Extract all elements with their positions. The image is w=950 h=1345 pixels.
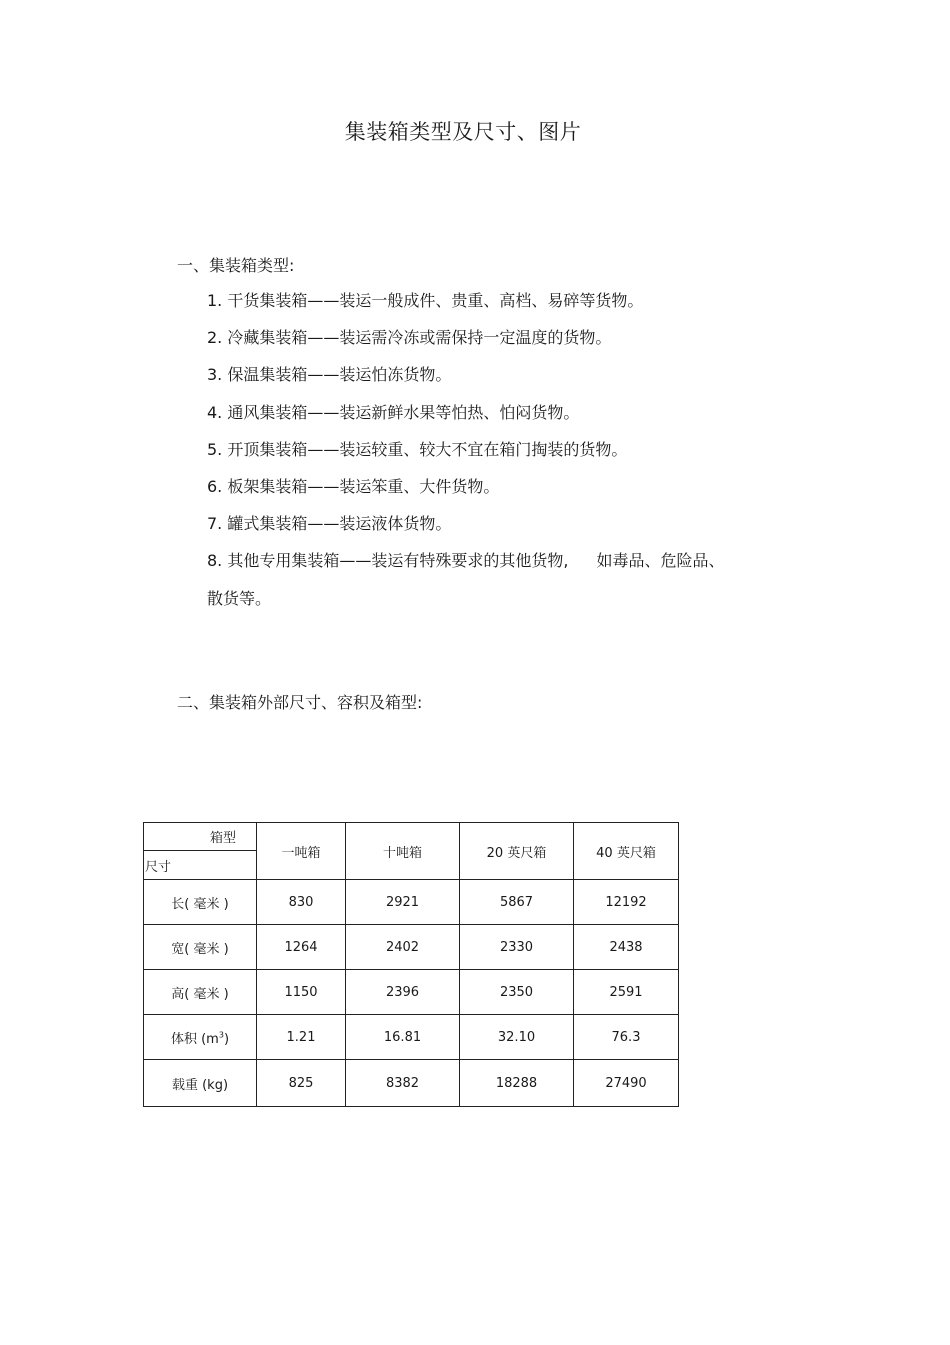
table-row [144,1015,679,1060]
row-label-tail: ) [223,1031,230,1047]
table-cell: 2921 [346,880,460,925]
section-heading-types: 一、集装箱类型: [177,256,295,275]
table-cell: 2396 [346,970,460,1015]
corner-label-size: 尺寸 [145,860,172,875]
list-item [207,548,787,612]
list-item: 7. 罐式集装箱——装运液体货物。 [207,514,452,534]
corner-label-type: 箱型 [209,831,236,846]
list-item-text: 如毒品、危险品、 [596,551,725,571]
row-label: 宽( 毫米 ) [144,925,257,970]
table-cell: 18288 [460,1060,574,1107]
column-header: 十吨箱 [346,823,460,880]
row-label: 载重 (kg) [144,1060,257,1107]
table-cell: 2438 [574,925,679,970]
table-cell: 2591 [574,970,679,1015]
table-cell: 825 [257,1060,346,1107]
container-spec-table [143,822,679,1107]
table-row [144,970,679,1015]
row-label [144,1015,257,1060]
row-label: 长( 毫米 ) [144,880,257,925]
column-header: 20 英尺箱 [460,823,574,880]
section-heading-dimensions: 二、集装箱外部尺寸、容积及箱型: [177,693,423,712]
container-type-list [207,288,787,612]
table-row [144,1060,679,1107]
superscript: 3 [218,1030,224,1040]
table-cell: 1150 [257,970,346,1015]
list-item: 5. 开顶集装箱——装运较重、较大不宜在箱门掏装的货物。 [207,439,628,459]
table-cell: 32.10 [460,1015,574,1060]
column-header: 一吨箱 [257,823,346,880]
table-cell: 12192 [574,880,679,925]
table-row [144,925,679,970]
list-item: 3. 保温集装箱——装运怕冻货物。 [207,365,452,385]
list-item: 2. 冷藏集装箱——装运需冷冻或需保持一定温度的货物。 [207,328,612,348]
table-cell: 8382 [346,1060,460,1107]
table-cell: 830 [257,880,346,925]
list-item: 1. 干货集装箱——装运一般成件、贵重、高档、易碎等货物。 [207,291,644,310]
list-item: 6. 板架集装箱——装运笨重、大件货物。 [207,476,500,496]
table-cell: 5867 [460,880,574,925]
row-label-text: 体积 (m [170,1031,219,1047]
list-item-continuation: 散货等。 [207,589,272,609]
table-row [144,880,679,925]
table-cell: 2330 [460,925,574,970]
table-cell: 1.21 [257,1015,346,1060]
table-cell: 1264 [257,925,346,970]
list-item-text: 8. 其他专用集装箱——装运有特殊要求的其他货物, [207,551,569,571]
document-title: 集装箱类型及尺寸、图片 [344,120,582,144]
list-item: 4. 通风集装箱——装运新鲜水果等怕热、怕闷货物。 [207,402,580,422]
table-corner-cell [144,823,257,880]
row-label: 高( 毫米 ) [144,970,257,1015]
column-header: 40 英尺箱 [574,823,679,880]
table-cell: 27490 [574,1060,679,1107]
table-cell: 76.3 [574,1015,679,1060]
table-cell: 16.81 [346,1015,460,1060]
table-cell: 2402 [346,925,460,970]
table-cell: 2350 [460,970,574,1015]
